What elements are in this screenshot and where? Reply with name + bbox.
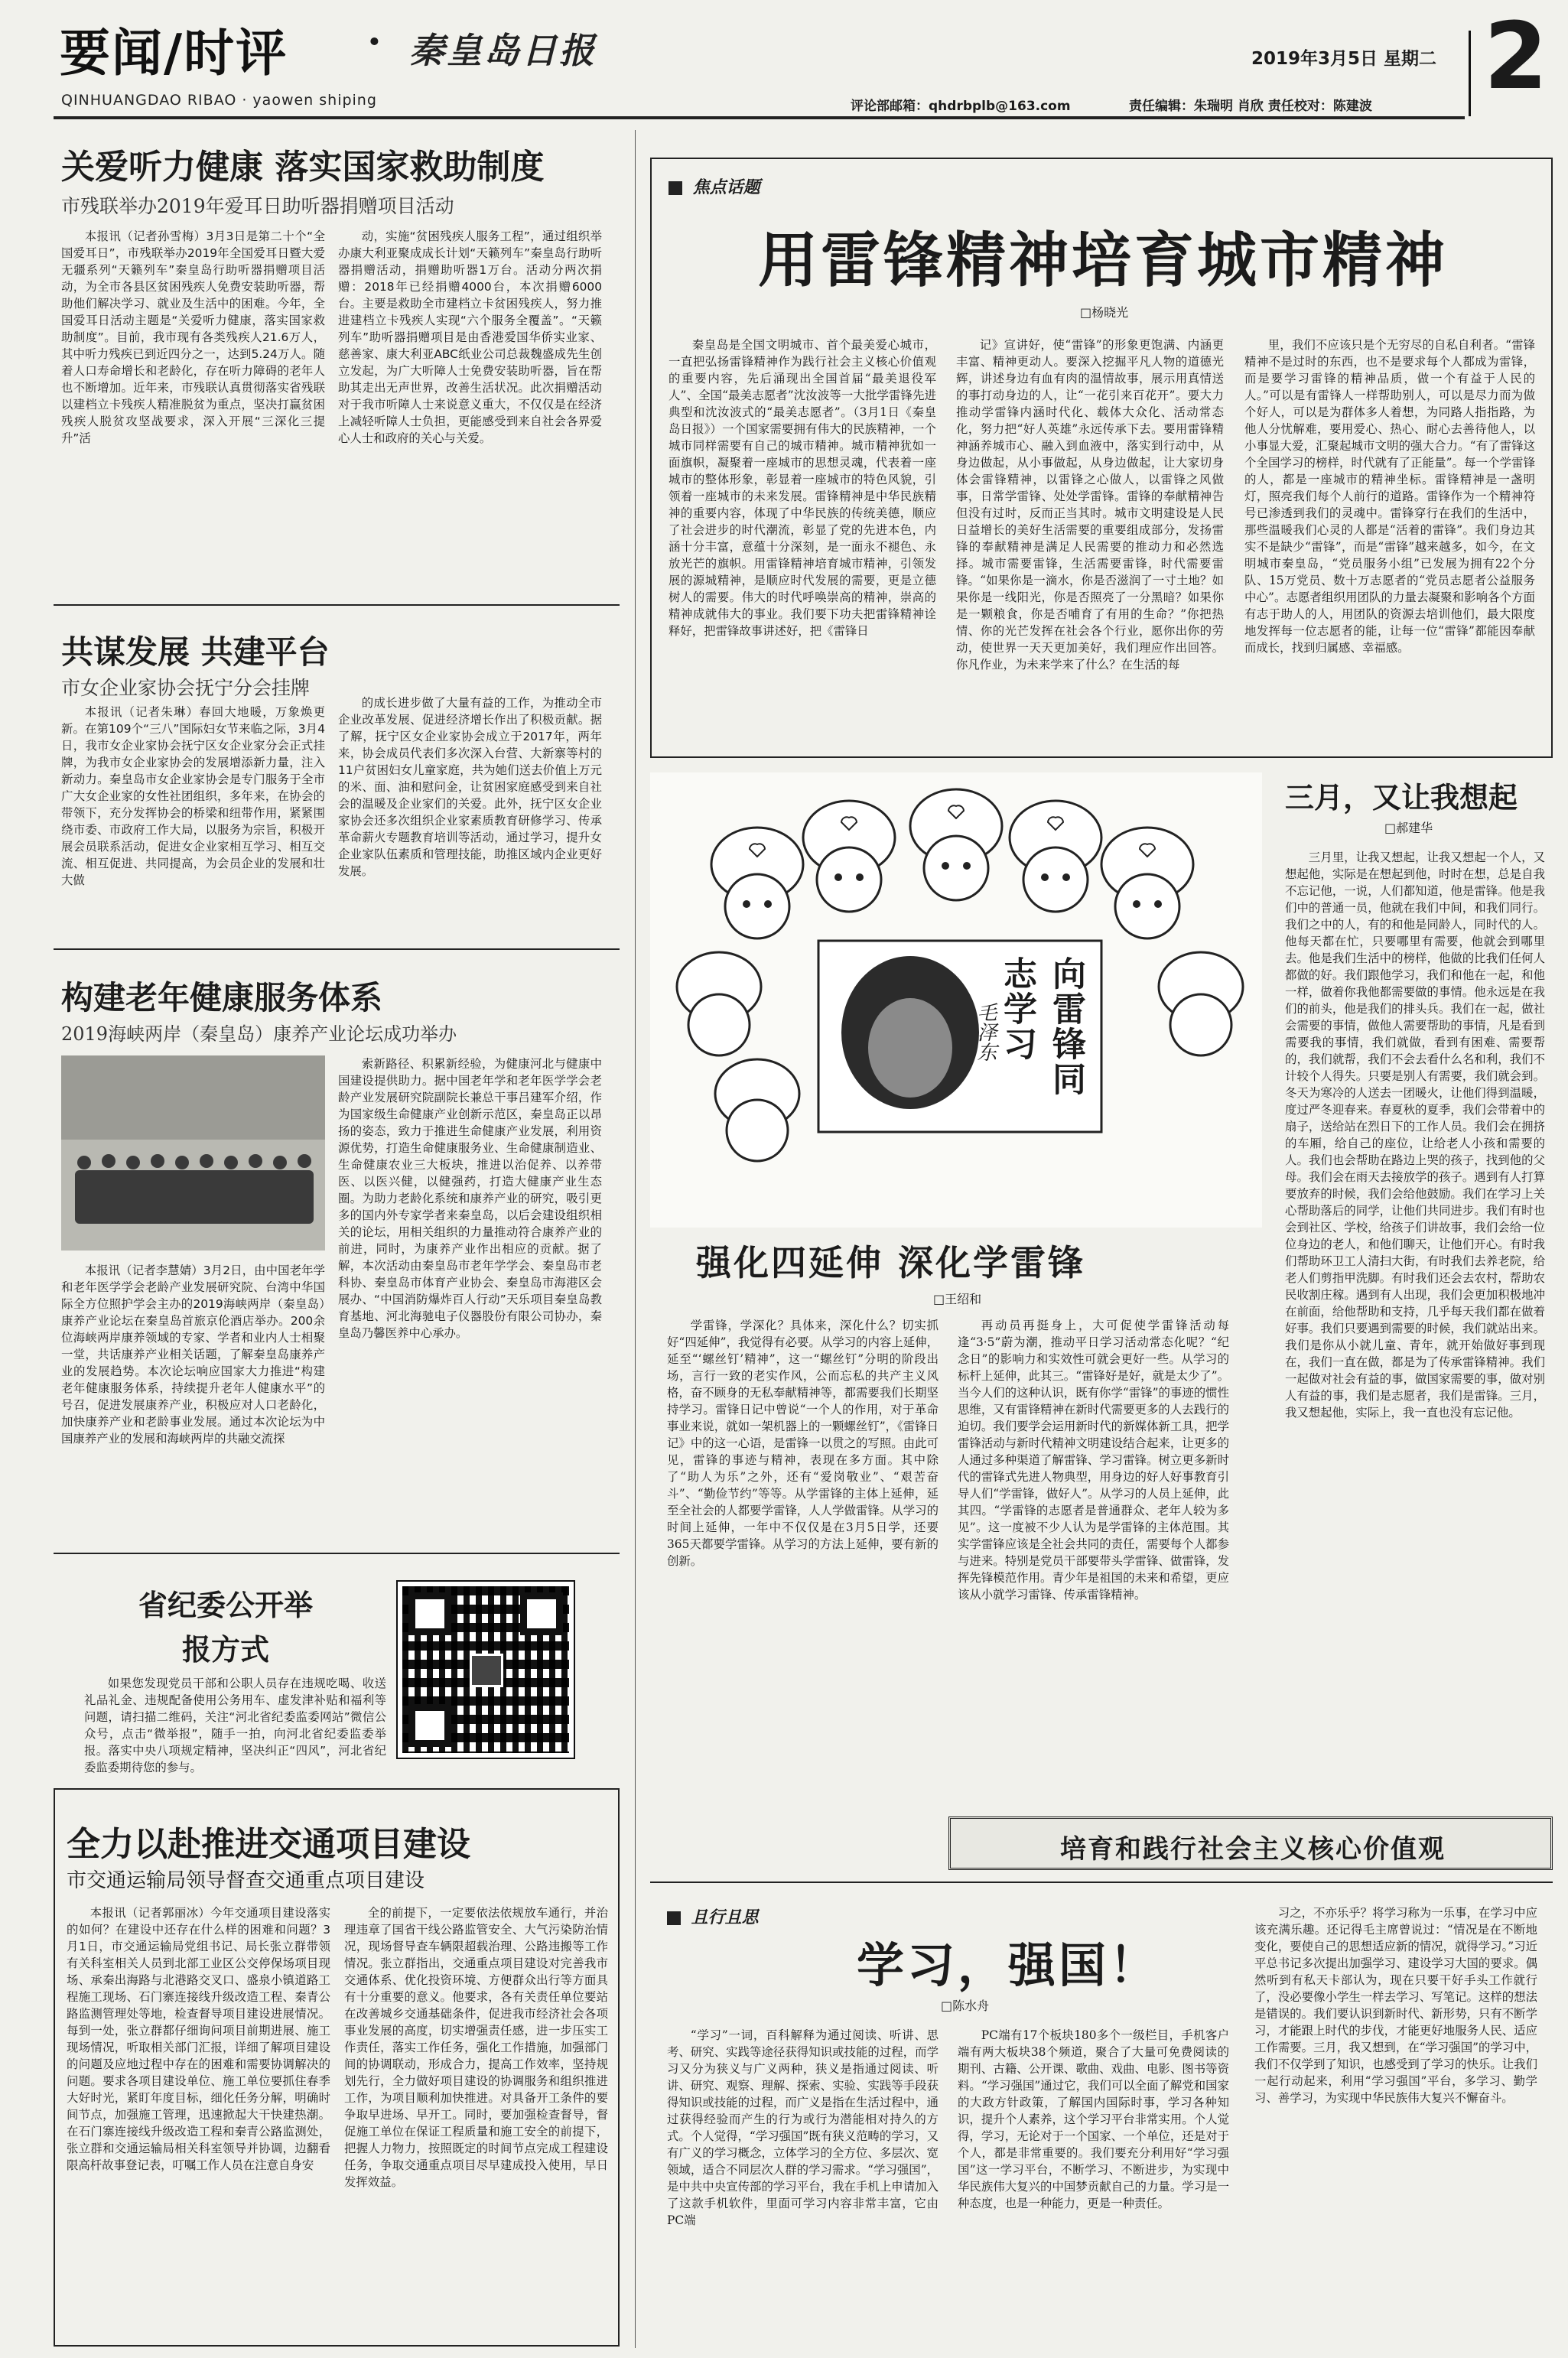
article-focus	[650, 158, 1553, 758]
report-notice	[54, 1560, 620, 1774]
article-title: 强化四延伸 深化学雷锋	[696, 1242, 1086, 1283]
article-body: 秦皇岛是全国文明城市、首个最美爱心城市，一直把弘扬雷锋精神作为践行社会主义核心价值观的重要内容，先后涌现出全国首届“最美退役军人”、全国“最美志愿者”沈汝波等一大批学雷锋先进典型和沈汝波式的“最美志愿者”。（3月1日《秦皇岛日报》）一个国家需要拥有伟大的民族精神，一个城市同样需要有自己的城市精神。城市精神犹如一面旗帜，凝聚着一座城市的思想灵魂，代表着一座城市的整体形象，彰显着一座城市的特色风貌，引领着一座城市的未来发展。雷锋精神是中华民族精神的重要内容，体现了中华民族的传统美德，顺应了社会进步的时代潮流，彰显了党的先进本色，内涵十分丰富，意蕴十分深刻，是一面永不褪色、永放光芒的旗帜。用雷锋精神培育城市精神，引领发展的源城精神，是顺应时代发展的需要，更是立德树人的需要。伟大的时代呼唤崇高的精神，崇高的精神成就伟大的事业。我们要下功夫把雷锋精神诠释好，把雷锋故事讲述好，把《雷锋日	[669, 338, 936, 638]
article-body: 习之，不亦乐乎？将学习称为一乐事，在学习中应该充满乐趣。还记得毛主席曾说过：“情况是在不断地变化，要使自己的思想适应新的情况，就得学习。”习近平总书记多次提出加强学习、建设学习大国的要求。偶然听到有私天卡部认为，现在只要干好手头工作就行了，没必要像小学生一样去学习、写笔记。这样的想法是错误的。我们要认识到新时代、新形势，只有不断学习，才能跟上时代的步伐，才能更好地服务人民、适应工作需要。三月，我又想到，在“学习强国”的学习中，我们不仅学到了知识，也感受到了学习的快乐。让我们一起行动起来，利用“学习强国”平台，多学习、勤学习、善学习，为实现中华民族伟大复兴不懈奋斗。	[1254, 1906, 1537, 2105]
section-title: 要闻/时评	[60, 23, 288, 83]
kicker: 且行且思	[667, 1904, 759, 1928]
article-body: 三月里，让我又想起，让我又想起一个人，又想起他，实际是在想起到他，时时在想，总是自我不忘记他，一说，人们都知道，他是雷锋。他是我们中的普通一员，他就在我们中间，和我们同行。我们之中的人，有的和他是同龄人，同时代的人。他每天都在忙，只要哪里有需要，他就会到哪里去。他是我们生活中的榜样，他做的比我们任何人都做的好。我们跟他学习，我们和他在一起，和他一样，做着你我他都需要做的事情。他永远是在我们的前头，他是我们的排头兵。我们在一起，做社会需要的事情，做他人需要帮助的事情，凡是看到需要我的事情，我们就做，看到有困难、需要帮的，我们就帮，我们不会去看什么名和利，我们不计较个人得失。只要是别人有需要，我们就会到。冬天为寒冷的人送去一团暖火，让他们得到温暖，度过严冬迎春来。春夏秋的夏季，我们会带着中的扇子，送给站在烈日下的工作人员。我们会在拥挤的车厢，给自己的座位，让给老人小孩和需要的人。我们也会帮助在路边上哭的孩子，找到他的父母。我们会在雨天去接放学的孩子。遇到有人打算要放弃的时候，我们会给他鼓励。我们在学习上关心帮助落后的同学，让他们共同进步。我们有时也会到社区、学校，给孩子们讲故事，我们会给一位位身边的老人，和他们聊天，让他们开心。有时我们帮助环卫工人清扫大街，有时我们去养老院，给老人们剪指甲洗脚。有时我们还会去农村，帮助农民收割庄稼。遇到有人出现，我们会更加积极地冲在前面，给他帮助和支持，几乎每天我们都在做着好事。我们只要遇到需要的时候，我们就站出来。我们是你从小就儿童、青年，就开始做好事到现在，我们一直在做，都是为了传承雷锋精神。我们一起做对社会有益的事，做国家需要的事，做对别人有益的事，我们是志愿者，我们是雷锋。三月，我又想起他，实际上，我一直也没有忘记他。	[1285, 851, 1545, 1420]
article-title: 全力以赴推进交通项目建设	[67, 1825, 470, 1864]
article-strengthen	[650, 1231, 1262, 1836]
article-body: 再动员再挺身上，大可促使学雷锋活动每逢“3·5”蔚为潮，推动平日学习活动常态化呢？“纪念日”的影响力和实效性可就会更好一些。从学习的标杆上延伸，此其三。“雷锋好是好，就是太少了”。当今人们的这种认识，既有你学“雷锋”的事迹的惯性思维，又有雷锋精神在新时代需要更多的人去践行的迫切。我们要学会运用新时代的新媒体新工具，把学雷锋活动与新时代精神文明建设结合起来，让更多的人通过多种渠道了解雷锋、学习雷锋。树立更多新时代的雷锋式先进人物典型，用身边的好人好事教育引导人们“学雷锋，做好人”。从学习的人员上延伸，此其四。“学雷锋的志愿者是普通群众、老年人较为多见”。这一度被不少人认为是学雷锋的主体范围。其实学雷锋应该是全社会共同的责任，需要每个人都参与进来。特别是党员干部要带头学雷锋、做雷锋，发挥先锋模范作用。青少年是祖国的未来和希望，更应该从小就学习雷锋、传承雷锋精神。	[958, 1319, 1229, 1602]
article-body: 索新路径、积累新经验，为健康河北与健康中国建设提供助力。据中国老年学和老年医学学会老龄产业发展研究院副院长兼总干事吕建军介绍，作为国家级生命健康产业创新示范区，秦皇岛正以昂扬的姿态，致力于推进生命健康产业发展，利用资源优势，打造生命健康服务业、生命健康制造业、生命健康农业三大板块，推进以治促养、以养带医、以医兴健，以健强药，打造大健康产业生态圈。为助力老龄化系统和康养产业的研究，吸引更多的国内外专家学者来秦皇岛，以后会建设组织相关的论坛，用相关组织的力量推动符合康养产业的前进，同时，为康养产业作出相应的贡献。据了解，本次活动由秦皇岛市老年学学会、秦皇岛市老科协、秦皇岛市体育产业协会、秦皇岛市海港区会展办、“中国消防爆炸百人行动”天乐项目秦皇岛教育基地、河北海驰电子仪器股份有限公司协办，秦皇岛乃馨医养中心承办。	[338, 1057, 602, 1340]
illustration-image	[650, 772, 1262, 1228]
article-elderly	[54, 956, 620, 1545]
article-title: 三月，又让我想起	[1285, 780, 1518, 815]
article-subtitle: 市女企业家协会抚宁分会挂牌	[61, 677, 311, 699]
article-body: 本报讯（记者郭丽冰）今年交通项目建设落实的如何？在建设中还存在什么样的困难和问题？3月1日，市交通运输局党组书记、局长张立群带领有关科室相关人员到北部工业区公交停保场项目现场、承秦出海路与北港路交叉口、盛泉小镇道路工程施工现场、石门寨连接线升级改造工程、秦青公路监测管理处等地，检查督导项目建设进展情况。每到一处，张立群都仔细询问项目前期进展、施工现场情况，听取相关部门汇报，详细了解项目建设的问题及应地过程中存在的困难和需要协调解决的问题。要求各项目建设单位、施工单位要抓住春季大好时光，紧盯年度目标，细化任务分解，明确时间节点，加强施工管理，迅速掀起大干快建热潮。在石门寨连接线升级改造工程和秦青公路监测处，张立群和交通运输局相关科室领导并协调，边翻看限高杆故事登记表，叮嘱工作人员在注意自身安	[67, 1906, 330, 2172]
article-body: 本报讯（记者孙雪梅）3月3日是第二十个“全国爱耳日”，市残联举办2019年全国爱耳日暨大爱无疆系列“天籁列车”秦皇岛行助听器捐赠项目活动，为全市各县区贫困残疾人免费安装助听器，帮助他们解决学习、就业及生活中的困难。今年，全国爱耳日活动主题是“关爱听力健康，落实国家救助制度”。目前，我市现有各类残疾人21.6万人，其中听力残疾已到近四分之一，达到5.24万人。随着人口寿命增长和老龄化，存在听力障碍的老年人也不断增加。近年来，市残联认真贯彻落实省残联以建档立卡残疾人精准脱贫为重点，坚决打赢贫困残疾人脱贫攻坚战要求，深入开展“三深化三提升”活	[61, 229, 325, 445]
article-title: 构建老年健康服务体系	[61, 979, 383, 1016]
article-body: 的成长进步做了大量有益的工作，为推动全市企业改革发展、促进经济增长作出了积极贡献。据了解，抚宁区女企业家协会成立于2017年，两年来，协会成员代表们多次深入台营、大新寨等村的11户贫困妇女儿童家庭，共为她们送去价值上万元的米、面、油和慰问金，让贫困家庭感受到来自社会的温暖及企业家们的关爱。此外，抚宁区女企业家协会还多次组织企业家素质教育研修学习、传承革命薪火专题教育培训等活动，通过学习，提升女企业家队伍素质和管理技能，助推区域内企业更好发展。	[338, 696, 602, 878]
paper-pinyin: QINHUANGDAO RIBAO · yaowen shiping	[61, 92, 377, 109]
editors-line: 责任编辑：朱瑞明 肖欣 责任校对：陈建波	[1129, 99, 1372, 114]
article-body: 全的前提下，一定要依法依规放车通行，并治理违章了国省干线公路监管安全、大气污染防治情况，现场督导查车辆限超载治理、公路违搬等工作情况。张立群指出，交通重点项目建设对完善我市交通体系、优化投资环境、方便群众出行等方面具有十分重要的意义。他要求，各有关责任单位要站在改善城乡交通基础条件，促进我市经济社会各项事业发展的高度，切实增强责任感，进一步压实工作责任，落实工作任务，强化工作措施，加强部门间的协调联动，形成合力，提高工作效率，坚持规划先行，全力做好项目建设的协调服务和组织推进工作，为项目顺利加快推进。对具备开工条件的要争取早进场、早开工。同时，要加强检查督导，督促施工单位在保证工程质量和施工安全的前提下，把握人力物力，按照既定的时间节点完成工程建设任务，争取交通重点项目尽早建成投入使用，早日发挥效益。	[344, 1906, 608, 2189]
article-body: 里，我们不应该只是个无穷尽的自私自利者。“雷锋精神不是过时的东西，也不是要求每个人都成为雷锋，而是要学习雷锋的精神品质，做一个有益于人民的人。”可以是有雷锋人一样帮助别人，可以是尽力而为做个好人，可以是为群体多人着想，为同路人指指路，为他人分忧解难，要用爱心、热心、耐心去善待他人，以小事显大爱，汇聚起城市文明的强大合力。“有了雷锋这个全国学习的榜样，时代就有了正能量”。每一个学雷锋的人，都是一座城市的精神坐标。雷锋精神是一盏明灯，照亮我们每个人前行的道路。雷锋作为一个精神符号已渗透到我们的灵魂中。雷锋穿行在我们的生活中，那些温暖我们心灵的人都是“活着的雷锋”。我们身边其实不是缺少“雷锋”，而是“雷锋”越来越多，如今，在文明城市秦皇岛，“党员服务小组”已发展为拥有22个分队、15万党员、数十万志愿者的“党员志愿者公益服务中心”。志愿者组织用团队的力量去凝聚和影响各个方面有志于助人的人，用团队的资源去培训他们，最大限度地发挥每一位志愿者的能，让每一位“雷锋”都能因奉献而成长，找到归属感、幸福感。	[1244, 338, 1535, 655]
masthead	[0, 0, 1568, 122]
article-byline: □王绍和	[933, 1292, 982, 1306]
article-byline: □杨晓光	[1080, 305, 1129, 320]
article-body: PC端有17个板块180多个一级栏目，手机客户端有两大板块38个频道，聚合了大量可免费阅读的期刊、古籍、公开课、歌曲、戏曲、电影、图书等资料。“学习强国”通过它，我们可以全面了解党和国家的大政方针政策，了解国内国际时事，学习各种知识，提升个人素养，这个学习平台非常实用。个人觉得，学习，无论对于一个国家、一个单位，还是对于个人，都是非常重要的。我们要充分利用好“学习强国”这一学习平台，不断学习、不断进步，为实现中华民族伟大复兴的中国梦贡献自己的力量。学习是一种态度，也是一种能力，更是一种责任。	[958, 2028, 1229, 2210]
kicker: 焦点话题	[669, 174, 760, 198]
article-title: 关爱听力健康 落实国家救助制度	[61, 148, 545, 187]
article-body: 本报讯（记者李慧婧）3月2日，由中国老年学和老年医学学会老龄产业发展研究院、台湾中华国际全方位照护学会主办的2019海峡两岸（秦皇岛）康养产业论坛在秦皇岛首旅京伦酒店举办。200余位海峡两岸康养领域的专家、学者和业内人士相聚一堂，共话康养产业相关话题，了解秦皇岛康养产业的发展趋势。本次论坛响应国家大力推进“构建老年健康服务体系，持续提升老年人健康水平”的号召，促进发展康养产业，积极应对人口老龄化，加快康养产业和老龄事业发展。通过本次论坛为中国康养产业的发展和海峡两岸的共融交流探	[61, 1264, 325, 1446]
article-body: 本报讯（记者朱琳）春回大地暖，万象焕更新。在第109个“三八”国际妇女节来临之际，3月4日，我市女企业家协会抚宁区女企业家分会正式挂牌，为我市女企业家协会的发展增添新力量，注入新动力。秦皇岛市女企业家协会是专门服务于全市广大女企业家的女性社团组织，多年来，在协会的带领下，充分发挥协会的桥梁和纽带作用，紧紧围绕市委、市政府工作大局，以服务为宗旨，积极开展会员联系活动，促进女企业家相互学习、相互交流、相互促进、共同提高，为会员企业的发展和壮大做	[61, 705, 325, 887]
page-number: 2	[1484, 4, 1548, 110]
masthead-dot: ·	[367, 17, 382, 66]
article-body: 学雷锋，学深化？具体来，深化什么？切实抓好“四延伸”，我觉得有必要。从学习的内容上延伸，延至“‘螺丝钉’精神”，这一“螺丝钉”分明的阶段出场，言行一致的老实作风，公而忘私的共产主义风格，奋不顾身的无私奉献精神等，都需要我们长期坚持学习。雷锋日记中曾说“一个人的作用，对于革命事业来说，就如一架机器上的一颗螺丝钉”，《雷锋日记》中的这一心语，是雷锋一以贯之的写照。由此可见，雷锋的事迹与精神，表现在多方面。其中除了“助人为乐”之外，还有“爱岗敬业”、“艰苦奋斗”、“勤俭节约”等等。从学雷锋的主体上延伸，延至全社会的人都要学雷锋，人人学做雷锋。从学习的时间上延伸，一年中不仅仅是在3月5日学，还要365天都要学雷锋。从学习的方法上延伸，要有新的创新。	[667, 1319, 939, 1568]
article-learning	[650, 1889, 1553, 2348]
article-title: 用雷锋精神培育城市精神	[757, 226, 1448, 295]
article-title: 学习，强国！	[857, 1937, 1160, 1993]
poster-calligraphy: 向雷锋同志学习	[997, 956, 1085, 1097]
editorial-email: 评论部邮箱：qhdrbplb@163.com	[851, 99, 1071, 114]
article-subtitle: 2019海峡两岸（秦皇岛）康养产业论坛成功举办	[61, 1023, 457, 1045]
article-byline: □郝建华	[1384, 821, 1433, 835]
banner-text: 培育和践行社会主义核心价值观	[1060, 1834, 1446, 1865]
article-traffic	[54, 1788, 620, 2347]
notice-title: 省纪委公开举报方式	[138, 1588, 313, 1667]
article-body: 动，实施“贫困残疾人服务工程”，通过组织举办康大利亚聚成成长计划“天籁列车”秦皇岛行助听器捐赠活动，捐赠助听器1万台。活动分两次捐赠：2018年已经捐赠4000台，本次捐赠6000台。主要是救助全市建档立卡贫困残疾人，努力推进建档立卡残疾人实现“六个服务全覆盖”。“天籁列车”助听器捐赠项目是由香港爱国华侨实业家、慈善家、康大利亚ABC纸业公司总裁魏盛成先生创立发起，为广大听障人士免费安装助听器，旨在帮助其走出无声世界，改善生活状况。此次捐赠活动对于我市听障人士来说意义重大，不仅仅是在经济上减轻听障人士负担，更能感受到来自社会各界爱心人士和政府的关心与关爱。	[338, 229, 602, 445]
group-photo-image	[61, 1055, 325, 1251]
issue-date: 2019年3月5日 星期二	[1251, 49, 1437, 69]
article-body: “学习”一词，百科解释为通过阅读、听讲、思考、研究、实践等途径获得知识或技能的过程，而学习又分为狭义与广义两种，狭义是指通过阅读、听讲、研究、观察、理解、探索、实验、实践等手段获得知识或技能的过程，而广义是指在生活过程中，通过获得经验而产生的行为或行为潜能相对持久的方式。个人觉得，“学习强国”既有狭义范畴的学习，又有广义的学习概念，立体学习的全方位、多层次、宽领域，适合不同层次人群的学习需求。“学习强国”，是中共中央宣传部的学习平台，我在手机上申请加入了这款手机软件，里面可学习内容非常丰富，它由PC端	[667, 2028, 939, 2227]
article-march	[1270, 765, 1553, 1782]
article-subtitle: 市残联举办2019年爱耳日助听器捐赠项目活动	[61, 195, 454, 217]
article-byline: □陈水舟	[941, 1999, 990, 2013]
group-photo	[61, 1055, 325, 1251]
article-body: 记》宣讲好，使“雷锋”的形象更饱满、内涵更丰富、精神更动人。要深入挖掘平凡人物的道德光辉，讲述身边有血有肉的温情故事，展示用真情送的事打动身边的人，让“一花引来百花开”。要大力推动学雷锋内涵时代化、载体大众化、活动常态化，努力把“好人英雄”永远传承下去。要用雷锋精神涵养城市心、融入到血液中，落实到行动中，从身边做起，从小事做起，从身边做起，让大家切身体会雷锋精神，以雷锋之心做人，以雷锋之风做事，日常学雷锋、处处学雷锋。雷锋的奉献精神告但没有过时，反而正当其时。城市文明建设是人民日益增长的美好生活需要的重要组成部分，发扬雷锋的奉献精神是满足人民需要的推动力和必然选择。城市需要雷锋，生活需要雷锋，时代需要雷锋。“如果你是一滴水，你是否滋润了一寸土地？如果你是一线阳光，你是否照亮了一分黑暗？如果你是一颗粮食，你是否哺育了有用的生命？”你把热情、你的光芒发挥在社会各个行业，愿你出你的劳动，使世界一天天更加美好，我们理应作出回答。你凡作业，为未来学来了什么？在生活的每	[956, 338, 1224, 672]
article-subtitle: 市交通运输局领导督查交通重点项目建设	[67, 1869, 425, 1892]
kicker-icon	[669, 181, 682, 195]
lei-feng-illustration	[650, 772, 1262, 1228]
poster-signature: 毛泽东	[974, 1002, 997, 1062]
core-values-banner	[948, 1816, 1553, 1870]
notice-body: 如果您发现党员干部和公职人员存在违规吃喝、收送礼品礼金、违规配备使用公务用车、虚发津补贴和福利等问题，请扫描二维码，关注“河北省纪委监委网站”微信公众号，点击“微举报”，随手一拍，向河北省纪委监委举报。落实中央八项规定精神，坚决纠正“四风”，河北省纪委监委期待您的参与。	[84, 1677, 386, 1774]
qr-code[interactable]	[398, 1582, 574, 1758]
article-title: 共谋发展 共建平台	[61, 633, 330, 671]
kicker-icon	[667, 1911, 681, 1925]
article-hearing	[54, 130, 620, 589]
paper-logo: 秦皇岛日报	[409, 30, 597, 71]
article-women	[54, 612, 620, 941]
